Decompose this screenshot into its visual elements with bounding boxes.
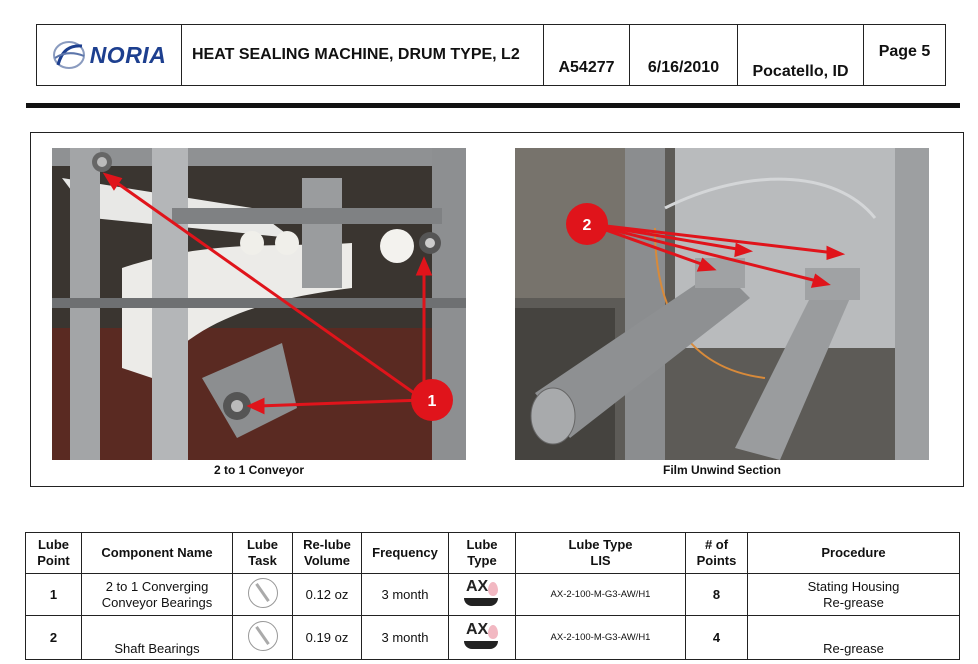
grease-gun-icon: [248, 578, 278, 608]
lube-task-cell: [233, 574, 293, 616]
callout-2-label: 2: [582, 217, 592, 234]
noria-globe-icon: [52, 40, 86, 70]
col-frequency: Frequency: [362, 533, 449, 574]
document-header: [36, 24, 946, 86]
film-unwind-caption: Film Unwind Section: [662, 463, 781, 477]
frequency-cell: 3 month: [362, 574, 449, 616]
volume-cell: 0.19 oz: [293, 616, 362, 660]
logo-cell: [37, 25, 182, 85]
page-number: Page 5: [878, 43, 931, 60]
lube-point-cell: 1: [26, 574, 82, 616]
lis-cell: AX-2-100-M-G3-AW/H1: [516, 616, 686, 660]
conveyor-photo: [52, 148, 466, 460]
grease-gun-icon: [248, 621, 278, 651]
points-cell: 8: [686, 574, 748, 616]
table-row: [26, 616, 960, 660]
ax-lube-type-icon: AX: [462, 576, 502, 610]
col-relube-volume: Re-lube Volume: [293, 533, 362, 574]
lis-cell: AX-2-100-M-G3-AW/H1: [516, 574, 686, 616]
points-cell: 4: [686, 616, 748, 660]
col-lube-type-lis: Lube Type LIS: [516, 533, 686, 574]
frequency-cell: 3 month: [362, 616, 449, 660]
volume-cell: 0.12 oz: [293, 574, 362, 616]
header-rule: [26, 103, 960, 108]
col-num-points: # of Points: [686, 533, 748, 574]
logo-wordmark: NORIA: [89, 41, 167, 68]
lube-type-cell: [449, 574, 516, 616]
table-row: [26, 574, 960, 616]
component-cell: 2 to 1 Converging Conveyor Bearings: [82, 574, 233, 616]
photo-panel: [30, 132, 964, 487]
callout-1-label: 1: [427, 393, 437, 410]
document-date: 6/16/2010: [630, 25, 738, 85]
component-cell: Shaft Bearings: [82, 616, 233, 660]
col-procedure: Procedure: [748, 533, 960, 574]
col-component-name: Component Name: [82, 533, 233, 574]
col-lube-type: Lube Type: [449, 533, 516, 574]
lube-type-cell: [449, 616, 516, 660]
col-lube-point: Lube Point: [26, 533, 82, 574]
lube-point-cell: 2: [26, 616, 82, 660]
lubrication-table: [25, 532, 960, 660]
conveyor-caption: 2 to 1 Conveyor: [213, 463, 305, 477]
lube-task-cell: [233, 616, 293, 660]
ax-lube-type-icon: AX: [462, 619, 502, 653]
procedure-cell: Stating Housing Re-grease: [748, 574, 960, 616]
document-location: Pocatello, ID: [738, 25, 864, 85]
table-header-row: [26, 533, 960, 574]
document-id: A54277: [544, 25, 630, 85]
procedure-cell: Re-grease: [748, 616, 960, 660]
film-unwind-photo: [515, 148, 929, 460]
document-title: HEAT SEALING MACHINE, DRUM TYPE, L2: [182, 25, 544, 85]
col-lube-task: Lube Task: [233, 533, 293, 574]
